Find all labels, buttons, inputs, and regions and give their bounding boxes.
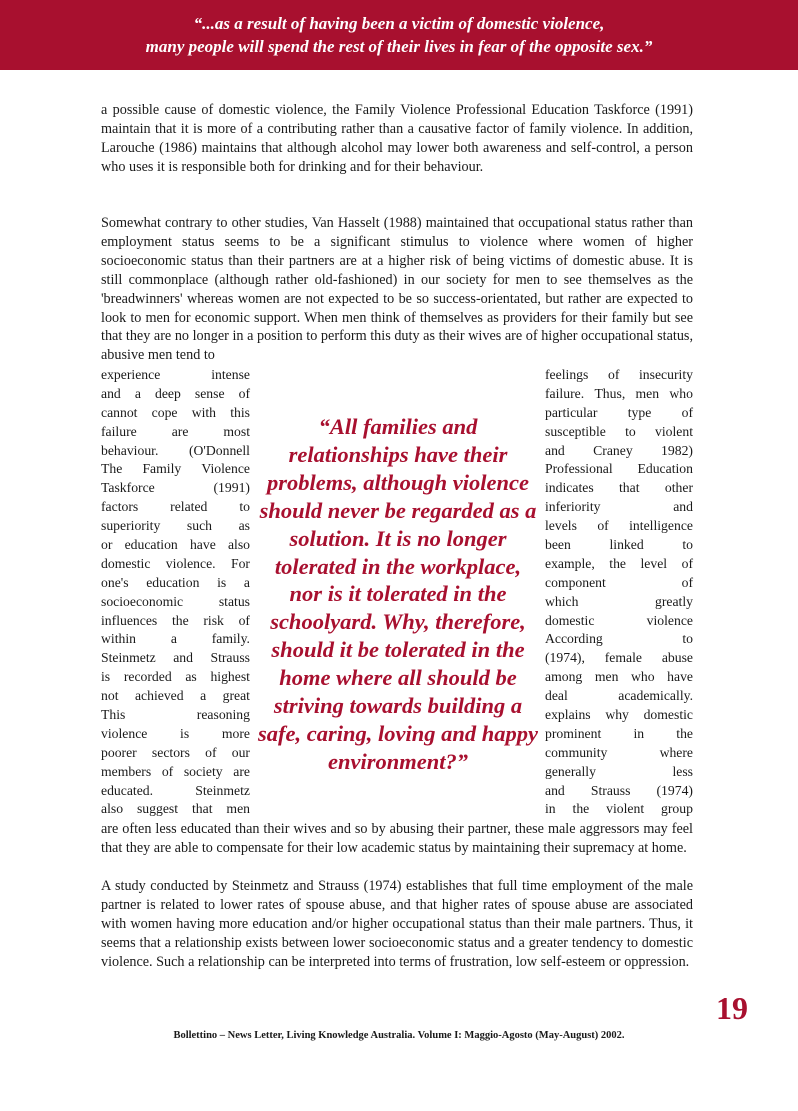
right-column-line: and Craney 1982) bbox=[545, 442, 693, 458]
right-column-line: community where bbox=[545, 744, 693, 760]
pull-quote: “All families and relationships have their problems, although violence should never be regarded as a solution. It is no longer tolerated in the workplace, nor is it tolerated in the schoolyard. Why, therefore, should it be tolerated in the home where all should be striving towards building a safe, caring, loving and happy environment?” bbox=[257, 414, 538, 774]
left-column-line: This reasoning bbox=[101, 707, 250, 723]
right-column-line: which greatly bbox=[545, 593, 693, 609]
left-column-line: failure are most bbox=[101, 423, 250, 439]
left-column-line: behaviour. (O'Donnell bbox=[101, 442, 250, 458]
right-column-line: and Strauss (1974) bbox=[545, 782, 693, 798]
left-column-line: within a family. bbox=[101, 631, 250, 647]
header-quote-line-1: “...as a result of having been a victim of domestic violence, bbox=[193, 14, 605, 33]
right-column-line: explains why domestic bbox=[545, 707, 693, 723]
right-column-line: domestic violence bbox=[545, 612, 693, 628]
right-column-line: in the violent group bbox=[545, 801, 693, 817]
right-column-line: deal academically. bbox=[545, 688, 693, 704]
left-column-line: poorer sectors of our bbox=[101, 744, 250, 760]
left-column-line: or education have also bbox=[101, 537, 250, 553]
left-column-line: socioeconomic status bbox=[101, 593, 250, 609]
right-column bbox=[545, 366, 693, 819]
right-column-line: component of bbox=[545, 574, 693, 590]
right-column-line: (1974), female abuse bbox=[545, 650, 693, 666]
right-column-line: example, the level of bbox=[545, 555, 693, 571]
right-column-line: levels of intelligence bbox=[545, 518, 693, 534]
left-column-line: experience intense bbox=[101, 367, 250, 382]
left-column-line: influences the risk of bbox=[101, 612, 250, 628]
footer-citation: Bollettino – News Letter, Living Knowledge Australia. Volume I: Maggio-Agosto (May-August) 2002. bbox=[173, 1030, 625, 1041]
left-column-line: superiority such as bbox=[101, 518, 250, 534]
left-column-line: not achieved a great bbox=[101, 688, 250, 704]
right-column-line: prominent in the bbox=[545, 725, 693, 741]
left-column-line: factors related to bbox=[101, 499, 250, 515]
right-column-line: inferiority and bbox=[545, 499, 693, 515]
right-column-line: generally less bbox=[545, 763, 693, 779]
left-column-line: The Family Violence bbox=[101, 461, 250, 477]
right-column-line: Professional Education bbox=[545, 461, 693, 477]
left-column-line: cannot cope with this bbox=[101, 404, 250, 420]
left-column-line: one's education is a bbox=[101, 574, 250, 590]
left-column-line: is recorded as highest bbox=[101, 669, 250, 685]
header-quote-line-2: many people will spend the rest of their lives in fear of the opposite sex.” bbox=[145, 37, 653, 56]
paragraph-1: a possible cause of domestic violence, the Family Violence Professional Education Taskforce (1991) maintain that it is more of a contributing rather than a causative factor of family violence. In addition, Larouche (1986) maintains that although alcohol may lower both awareness and self-control, a person who uses it is responsible both for drinking and for their behaviour. bbox=[101, 102, 693, 175]
left-column-line: members of society are bbox=[101, 763, 250, 779]
right-column-line: susceptible to violent bbox=[545, 423, 693, 439]
paragraph-5: A study conducted by Steinmetz and Strauss (1974) establishes that full time employment of the male partner is related to lower rates of spouse abuse, and that higher rates of spouse abuse are associated with women having more education and/or higher occupational status than their male partners. Thus, it seems that a relationship exists between lower socioeconomic status and a greater tendency to domestic violence. Such a relationship can be interpreted into terms of frustration, low self-esteem or oppression. bbox=[101, 878, 693, 970]
right-column-line: been linked to bbox=[545, 537, 693, 553]
paragraph-2: Somewhat contrary to other studies, Van Hasselt (1988) maintained that occupational status rather than employment status seems to be a significant stimulus to violence where women of higher socioeconomic status than their partners are at a higher risk of being victims of domestic abuse. It is still commonplace (although rather old-fashioned) in our society for men to see themselves as the 'breadwinners' whereas women are not expected to be so success-orientated, but rather are expected to look to men for economic support. When men think of themselves as providers for their family but see that they are no longer in a position to perform this duty as their wives are of higher occupational status, abusive men tend to bbox=[101, 215, 693, 364]
left-column-line: educated. Steinmetz bbox=[101, 782, 250, 798]
paragraph-4: are often less educated than their wives and so by abusing their partner, these male aggressors may feel that they are able to compensate for their low academic status by maintaining their supremacy at home. bbox=[101, 821, 693, 856]
left-column-line: Taskforce (1991) bbox=[101, 480, 250, 496]
right-column-line: particular type of bbox=[545, 404, 693, 420]
right-column-line: among men who have bbox=[545, 669, 693, 685]
page-number: 19 bbox=[716, 990, 748, 1026]
right-column-line: feelings of insecurity bbox=[545, 367, 693, 382]
left-column-line: Steinmetz and Strauss bbox=[101, 650, 250, 666]
right-column-line: According to bbox=[545, 631, 693, 647]
header-banner bbox=[0, 0, 798, 70]
left-column-line: violence is more bbox=[101, 725, 250, 741]
left-column bbox=[101, 366, 250, 819]
right-column-line: failure. Thus, men who bbox=[545, 385, 693, 401]
left-column-line: also suggest that men bbox=[101, 801, 250, 817]
left-column-line: domestic violence. For bbox=[101, 555, 250, 571]
left-column-line: and a deep sense of bbox=[101, 385, 250, 401]
right-column-line: indicates that other bbox=[545, 480, 693, 496]
